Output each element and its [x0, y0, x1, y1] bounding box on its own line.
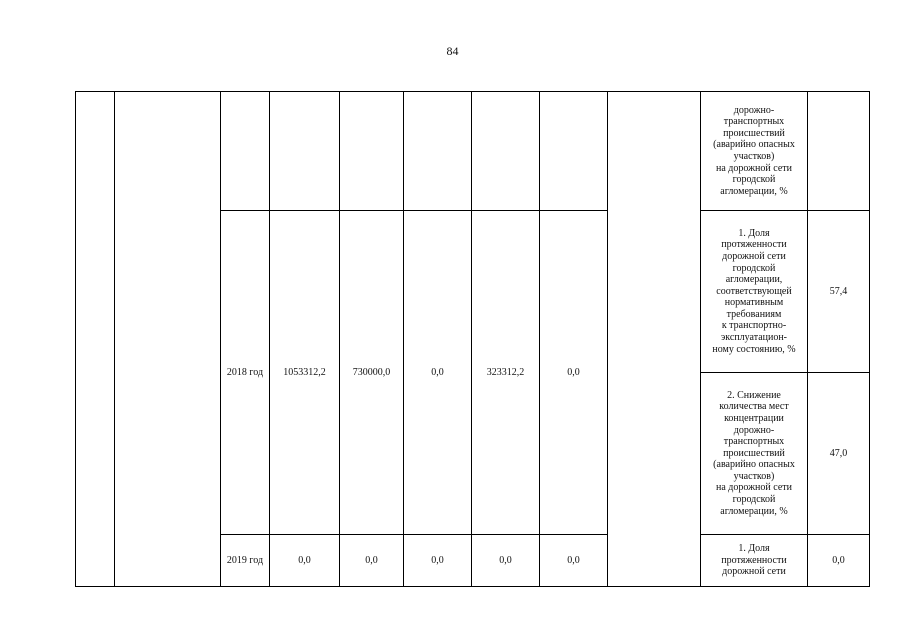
- empty-cell: [221, 92, 270, 211]
- indicator-cell: [701, 211, 808, 373]
- year-cell: 2019 год: [221, 535, 270, 587]
- indicator-line: транспортных: [723, 116, 785, 128]
- indicator-line: дорожно-: [733, 424, 775, 436]
- indicator-value: 57,4: [808, 211, 870, 373]
- indicator-line: 1. Доля: [738, 543, 770, 555]
- indicator-line: агломерации, %: [720, 185, 788, 197]
- year-cell: 2018 год: [221, 211, 270, 535]
- indicator-line: количества мест: [719, 401, 789, 413]
- total-cell: 1053312,2: [270, 211, 340, 535]
- value-cell: 0,0: [540, 535, 608, 587]
- table-row: [76, 92, 870, 211]
- page-number: 84: [446, 44, 459, 58]
- empty-cell: [270, 92, 340, 211]
- indicator-line: 2. Снижение: [727, 389, 781, 401]
- indicator-line: происшествий: [723, 127, 785, 139]
- indicator-line: участков): [733, 151, 775, 162]
- empty-cell: [404, 92, 472, 211]
- data-table: [75, 91, 870, 587]
- empty-cell-number: [76, 92, 115, 587]
- indicator-line: дорожно-: [733, 104, 775, 116]
- indicator-line: дорожной сети: [722, 566, 786, 578]
- indicator-line: (аварийно опасных: [713, 139, 795, 151]
- indicator-line: на дорожной сети: [716, 482, 792, 494]
- value-cell: 0,0: [340, 535, 404, 587]
- indicator-value: 47,0: [808, 373, 870, 535]
- indicator-line: городской: [732, 174, 776, 186]
- indicator-line: участков): [733, 470, 775, 482]
- indicator-line: ному состоянию, %: [712, 343, 796, 355]
- indicator-line: агломерации,: [725, 274, 783, 286]
- indicator-line: на дорожной сети: [716, 162, 792, 174]
- indicator-line: протяженности: [721, 554, 787, 566]
- value-cell: 323312,2: [472, 211, 540, 535]
- value-cell: 730000,0: [340, 211, 404, 535]
- indicator-line: соответствующей: [716, 285, 792, 297]
- total-cell: 0,0: [270, 535, 340, 587]
- indicator-line: агломерации, %: [720, 505, 788, 517]
- indicator-line: эксплуатацион-: [720, 332, 788, 344]
- indicator-line: нормативным: [724, 297, 784, 309]
- value-cell: 0,0: [404, 535, 472, 587]
- indicator-value: [808, 92, 870, 211]
- indicator-line: городской: [732, 494, 776, 506]
- value-cell: 0,0: [472, 535, 540, 587]
- indicator-line: дорожной сети: [722, 250, 786, 262]
- empty-cell-executor: [608, 92, 701, 587]
- indicator-line: 1. Доля: [738, 227, 770, 239]
- indicator-cell: [701, 92, 808, 211]
- empty-cell: [472, 92, 540, 211]
- indicator-line: (аварийно опасных: [713, 459, 795, 471]
- empty-cell: [540, 92, 608, 211]
- empty-cell: [340, 92, 404, 211]
- indicator-line: транспортных: [723, 436, 785, 448]
- indicator-line: происшествий: [723, 447, 785, 459]
- indicator-line: к транспортно-: [721, 320, 787, 332]
- indicator-cell: [701, 535, 808, 587]
- value-cell: 0,0: [404, 211, 472, 535]
- indicator-line: городской: [732, 262, 776, 274]
- indicator-value: 0,0: [808, 535, 870, 587]
- indicator-line: протяженности: [721, 239, 787, 251]
- indicator-line: концентрации: [724, 412, 784, 424]
- value-cell: 0,0: [540, 211, 608, 535]
- empty-cell-name: [115, 92, 221, 587]
- indicator-cell: [701, 373, 808, 535]
- indicator-line: требованиям: [726, 308, 782, 320]
